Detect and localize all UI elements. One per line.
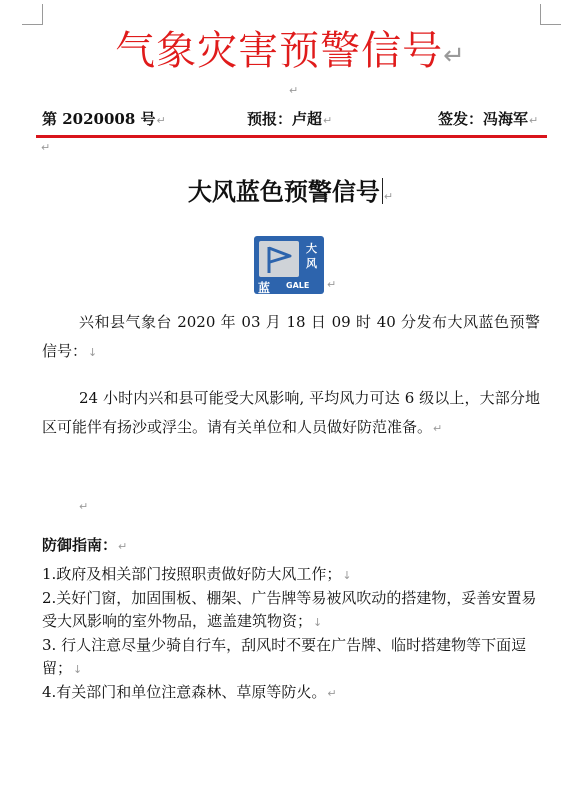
issuance-text: 兴和县气象台 2020 年 03 月 18 日 09 时 40 分发布大风蓝色预警信号： (42, 313, 540, 360)
paragraph-mark-icon: ↵ (327, 687, 337, 700)
paragraph-mark-icon: ↵ (383, 190, 394, 203)
badge-hazard-label: 大风 (306, 242, 317, 270)
page-corner-mark-top-left (22, 4, 43, 25)
defense-guide-heading (42, 534, 127, 558)
header-rule (36, 135, 547, 138)
paragraph-mark-icon: ↵ (156, 114, 166, 127)
paragraph-mark-icon: ↵ (118, 540, 128, 553)
issuance-paragraph (42, 308, 540, 367)
warning-title-text: 大风蓝色预警信号 (187, 177, 380, 206)
paragraph-mark-icon: ↵ (443, 41, 466, 71)
line-break-mark-icon: ↓ (342, 569, 352, 582)
guide-item-text: 1.政府及相关部门按照职责做好防大风工作； (42, 565, 342, 583)
gale-flag-icon (263, 244, 295, 274)
issue-number: 第 2020008 号 (42, 110, 156, 128)
guide-item-text: 2.关好门窗，加固围板、棚架、广告牌等易被风吹动的搭建物，妥善安置易受大风影响的室外物品，遮盖建筑物资； (42, 589, 537, 630)
page-corner-mark-top-right (540, 4, 561, 25)
defense-guide-list (42, 563, 542, 705)
guide-item (42, 634, 542, 681)
gale-blue-warning-badge (254, 236, 324, 294)
signer: 签发：冯海军 (438, 110, 529, 128)
guide-item-text: 4.有关部门和单位注意森林、草原等防火。 (42, 683, 327, 701)
forecast-text: 24 小时内兴和县可能受大风影响, 平均风力可达 6 级以上，大部分地区可能伴有扬沙或浮尘。请有关单位和人员做好防范准备。 (42, 389, 540, 436)
guide-item (42, 681, 542, 705)
badge-english-label: GALE (286, 281, 310, 290)
issue-info-row (42, 108, 542, 130)
text-cursor (382, 178, 383, 204)
defense-guide-heading-text: 防御指南： (42, 536, 118, 554)
issue-number-field (42, 108, 166, 129)
guide-item (42, 587, 542, 634)
paragraph-mark-icon: ↵ (529, 114, 539, 127)
paragraph-mark-icon: ↵ (289, 84, 299, 97)
badge-icon-panel (259, 241, 299, 277)
paragraph-mark-icon: ↵ (323, 114, 333, 127)
line-break-mark-icon: ↓ (88, 346, 98, 359)
forecaster: 预报：卢超 (247, 110, 323, 128)
paragraph-mark-icon: ↵ (327, 278, 337, 291)
guide-item-text: 3. 行人注意尽量少骑自行车，刮风时不要在广告牌、临时搭建物等下面逗留； (42, 636, 527, 677)
signer-field (438, 108, 538, 129)
line-break-mark-icon: ↓ (73, 663, 83, 676)
forecast-paragraph (42, 384, 540, 443)
masthead (0, 26, 581, 81)
paragraph-mark-icon: ↵ (41, 141, 51, 154)
badge-level-label: 蓝 (258, 281, 271, 294)
warning-title[interactable] (0, 176, 581, 213)
paragraph-mark-icon: ↵ (79, 500, 89, 513)
masthead-title: 气象灾害预警信号 (115, 28, 444, 73)
guide-item (42, 563, 542, 587)
line-break-mark-icon: ↓ (313, 616, 323, 629)
forecaster-field (247, 108, 332, 129)
paragraph-mark-icon: ↵ (433, 422, 443, 435)
